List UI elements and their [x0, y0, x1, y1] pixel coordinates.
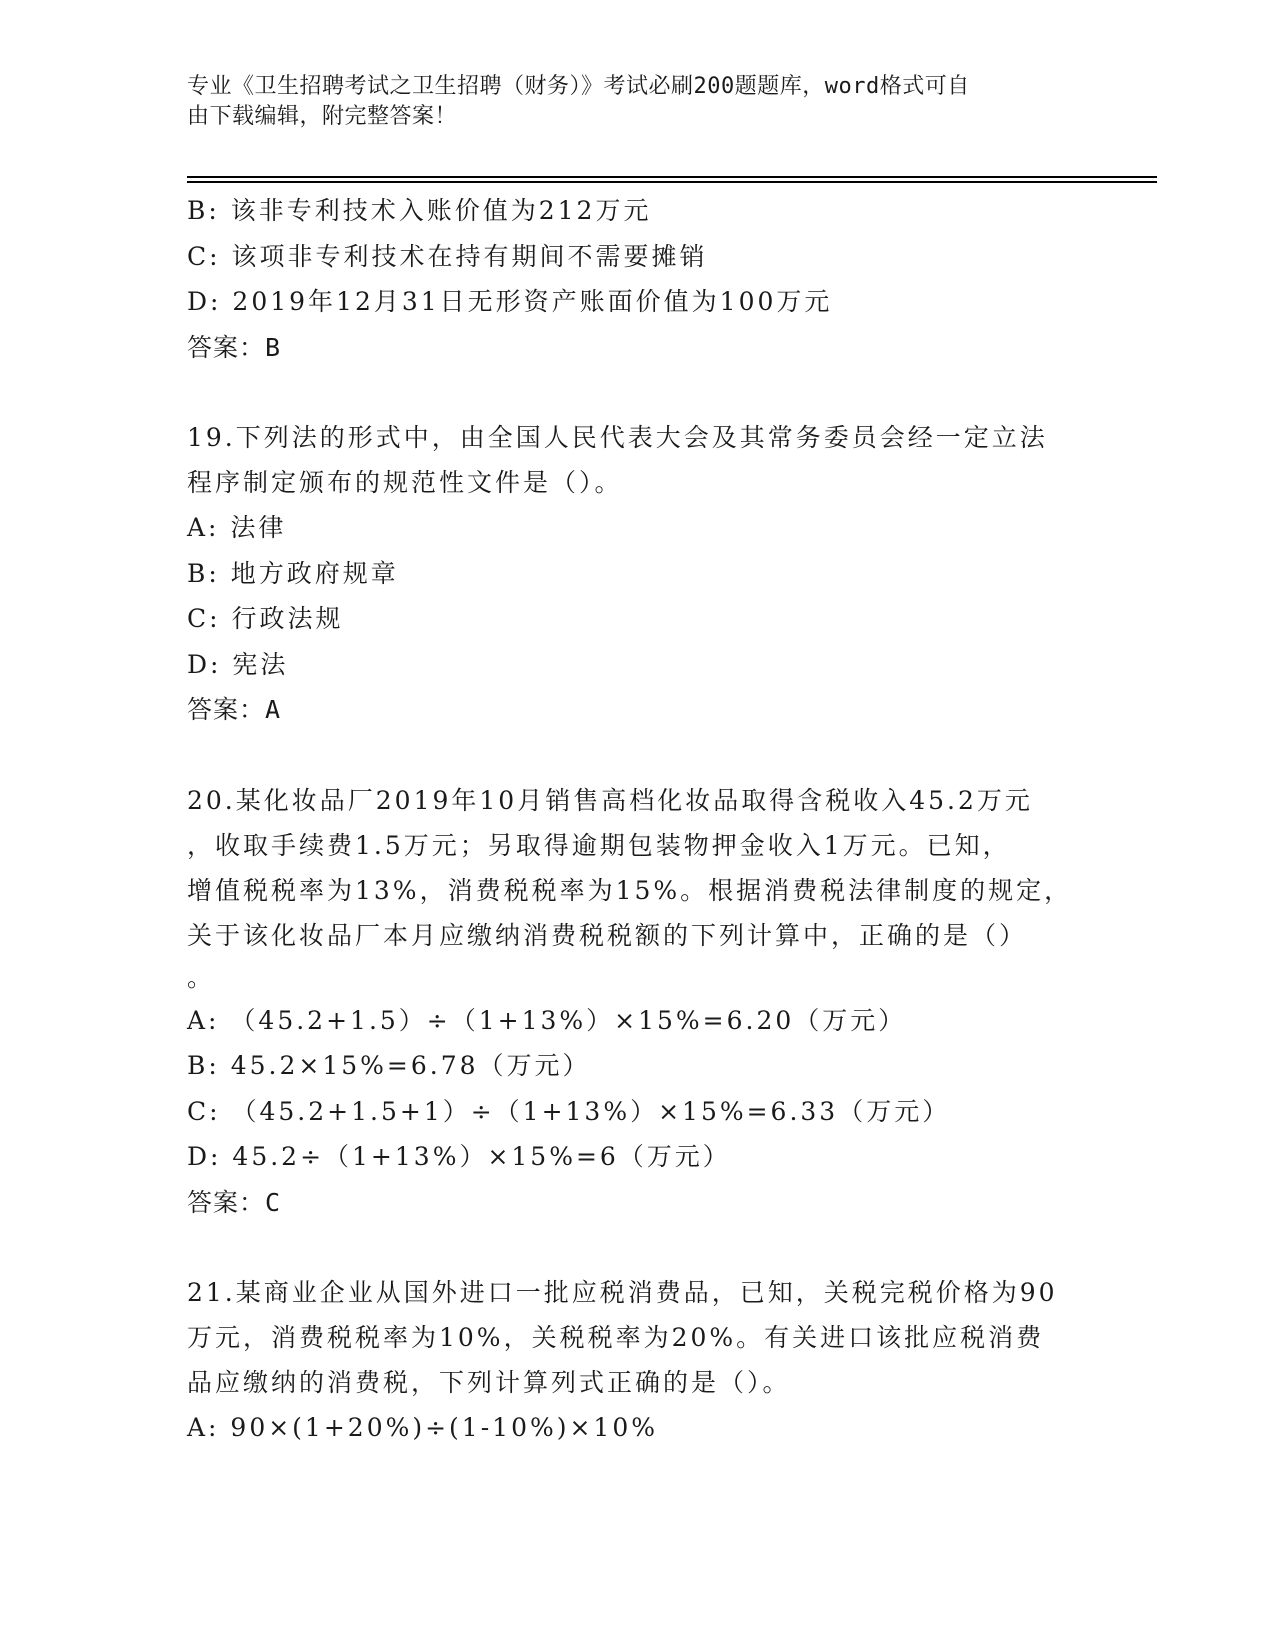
header-line-2: 由下载编辑，附完整答案！	[187, 104, 458, 129]
option-d: D: 2019年12月31日无形资产账面价值为100万元	[187, 287, 833, 316]
question-18-tail	[187, 188, 1087, 370]
header-line-1: 专业《卫生招聘考试之卫生招聘（财务）》考试必刷200题题库，word格式可自	[187, 74, 970, 99]
spacer	[187, 370, 1087, 415]
option-d: D: 45.2÷（1+13%）×15%=6（万元）	[187, 1142, 731, 1171]
header-divider-top	[187, 176, 1157, 178]
spacer	[187, 733, 1087, 778]
stem-line: 19.下列法的形式中，由全国人民代表大会及其常务委员会经一定立法	[187, 423, 1048, 452]
stem-line: 20.某化妆品厂2019年10月销售高档化妆品取得含税收入45.2万元	[187, 785, 1033, 815]
stem-line: 。	[187, 962, 216, 992]
stem-line: 程序制定颁布的规范性文件是（）。	[187, 468, 623, 497]
stem-line: 21.某商业企业从国外进口一批应税消费品，已知，关税完税价格为90	[187, 1278, 1058, 1307]
answer: 答案：A	[187, 695, 282, 724]
stem-line: 增值税税率为13%，消费税税率为15%。根据消费税法律制度的规定，	[187, 875, 1073, 905]
option-c: C: 该项非专利技术在持有期间不需要摊销	[187, 241, 708, 271]
stem-line: 关于该化妆品厂本月应缴纳消费税税额的下列计算中，正确的是（）	[187, 920, 1028, 950]
option-a: A: 法律	[187, 513, 287, 542]
question-20	[187, 778, 1087, 1226]
spacer	[187, 1225, 1087, 1270]
option-d: D: 宪法	[187, 649, 289, 679]
question-19	[187, 415, 1087, 733]
answer: 答案：B	[187, 332, 282, 362]
option-b: B: 地方政府规章	[187, 558, 399, 588]
question-21	[187, 1270, 1087, 1451]
stem-line: 品应缴纳的消费税，下列计算列式正确的是（）。	[187, 1368, 791, 1397]
stem-line: 万元，消费税税率为10%，关税税率为20%。有关进口该批应税消费	[187, 1323, 1045, 1352]
question-stem	[187, 778, 1087, 998]
question-stem	[187, 1270, 1087, 1405]
question-stem	[187, 415, 1087, 505]
question-content	[187, 188, 1087, 1451]
option-a: A: 90×(1+20%)÷(1-10%)×10%	[187, 1413, 658, 1442]
option-a: A: （45.2+1.5）÷（1+13%）×15%=6.20（万元）	[187, 1005, 907, 1035]
option-b: B: 该非专利技术入账价值为212万元	[187, 196, 652, 225]
document-header	[187, 72, 1067, 132]
header-divider-bottom	[187, 181, 1157, 183]
option-c: C: （45.2+1.5+1）÷（1+13%）×15%=6.33（万元）	[187, 1096, 951, 1126]
stem-line: ，收取手续费1.5万元；另取得逾期包装物押金收入1万元。已知，	[187, 830, 1011, 860]
answer: 答案：C	[187, 1187, 282, 1217]
option-b: B: 45.2×15%=6.78（万元）	[187, 1051, 591, 1080]
option-c: C: 行政法规	[187, 604, 344, 633]
